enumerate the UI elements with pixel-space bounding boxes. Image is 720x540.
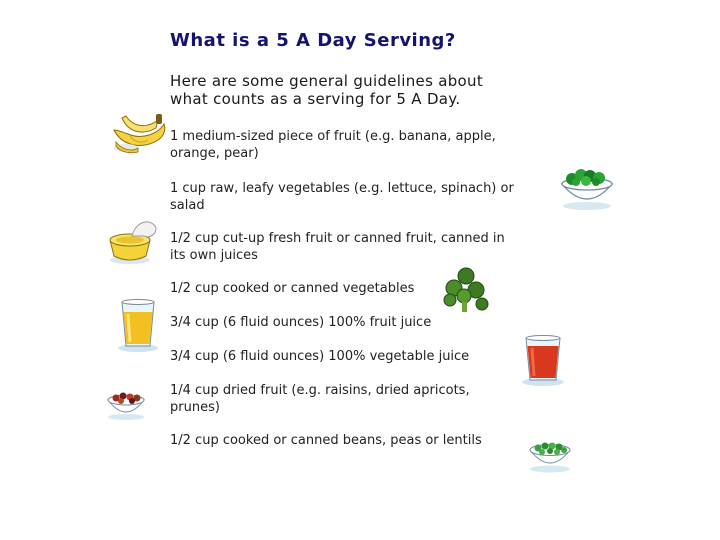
fruit-cup-icon xyxy=(104,214,160,266)
item-line: orange, pear) xyxy=(170,146,259,161)
broccoli-icon xyxy=(440,266,492,314)
serving-item-fruit-piece xyxy=(170,128,496,162)
tomato-juice-glass-icon xyxy=(518,332,568,388)
orange-juice-glass-icon xyxy=(114,298,162,354)
item-line: 1/2 cup cut-up fresh fruit or canned fruit, canned in xyxy=(170,231,505,246)
serving-item-vegetable-juice xyxy=(170,348,469,365)
item-line: 1 medium-sized piece of fruit (e.g. banana, apple, xyxy=(170,129,496,144)
intro-line-1: Here are some general guidelines about xyxy=(170,72,484,90)
item-line: 3/4 cup (6 fluid ounces) 100% fruit juice xyxy=(170,315,432,330)
item-line: salad xyxy=(170,198,205,213)
intro-line-2: what counts as a serving for 5 A Day. xyxy=(170,90,461,108)
peas-bowl-icon xyxy=(526,434,574,474)
item-line: 1/2 cup cooked or canned beans, peas or lentils xyxy=(170,433,482,448)
item-line: 1/2 cup cooked or canned vegetables xyxy=(170,281,415,296)
item-line: 3/4 cup (6 fluid ounces) 100% vegetable juice xyxy=(170,349,470,364)
serving-item-fruit-juice xyxy=(170,314,431,331)
serving-item-cooked-vegetables xyxy=(170,280,414,297)
salad-bowl-icon xyxy=(556,162,618,212)
item-line: 1/4 cup dried fruit (e.g. raisins, dried apricots, xyxy=(170,383,470,398)
item-line: 1 cup raw, leafy vegetables (e.g. lettuce, spinach) or xyxy=(170,181,514,196)
intro-text xyxy=(170,72,570,108)
banana-icon xyxy=(108,110,170,156)
page-title: What is a 5 A Day Serving? xyxy=(170,30,456,51)
serving-item-leafy-vegetables xyxy=(170,180,514,214)
serving-item-beans xyxy=(170,432,482,449)
serving-item-dried-fruit xyxy=(170,382,470,416)
item-line: its own juices xyxy=(170,248,258,263)
dried-fruit-bowl-icon xyxy=(104,384,148,422)
serving-item-cut-fruit xyxy=(170,230,505,264)
item-line: prunes) xyxy=(170,400,220,415)
